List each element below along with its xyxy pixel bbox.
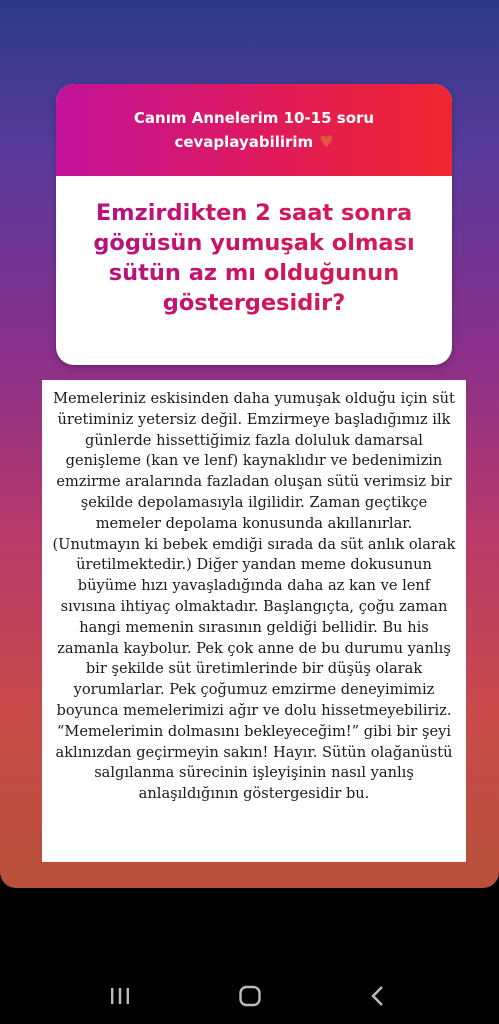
- heart-icon: ♥: [319, 132, 334, 151]
- back-icon[interactable]: [358, 984, 398, 1008]
- question-sticker-header: [56, 84, 452, 176]
- question-sticker: [56, 84, 452, 365]
- question-header-line2: cevaplayabilirim: [174, 133, 314, 151]
- recent-apps-icon[interactable]: [100, 984, 140, 1008]
- question-header-line2-row: [174, 130, 333, 154]
- answer-text-box: [42, 380, 466, 862]
- answer-text: Memeleriniz eskisinden daha yumuşak olduğu için süt üretiminiz yetersiz değil. Emzirmeye başladığımız ilk günlerde hissettiğimiz fazla doluluk damarsal genişleme (kan ve lenf) kaynaklıdır ve bedenimizin emzirme aralarında fazladan oluşan sütü verimsiz bir şekilde depolamasıyla ilgilidir. Zaman geçtikçe memeler depolama konusunda akıllanırlar. (Unutmayın ki bebek emdiği sırada da süt anlık olarak üretilmektedir.) Diğer yandan meme dokusunun büyüme hızı yavaşladığında daha az kan ve lenf sıvısına ihtiyaç olmaktadır. Başlangıçta, çoğu zaman hangi memenin sırasının geldiği bellidir. Bu his zamanla kaybolur. Pek çok anne de bu durumu yanlış bir şekilde süt üretimlerinde bir düşüş olarak yorumlarlar. Pek çoğumuz emzirme deneyimimiz boyunca memelerimizi ağır ve dolu hissetmeyebiliriz. “Memelerimin dolmasını bekleyeceğim!” gibi bir şeyi aklınızdan geçirmeyin sakın! Hayır. Sütün olağanüstü salgılanma sürecinin işleyişinin nasıl yanlış anlaşıldığının göstergesidir bu.: [52, 390, 456, 803]
- home-icon[interactable]: [230, 984, 270, 1008]
- question-text: Emzirdikten 2 saat sonra gögüsün yumuşak olması sütün az mı olduğunun göstergesidir?: [56, 176, 452, 318]
- question-header-line1: Canım Annelerim 10-15 soru: [133, 109, 375, 127]
